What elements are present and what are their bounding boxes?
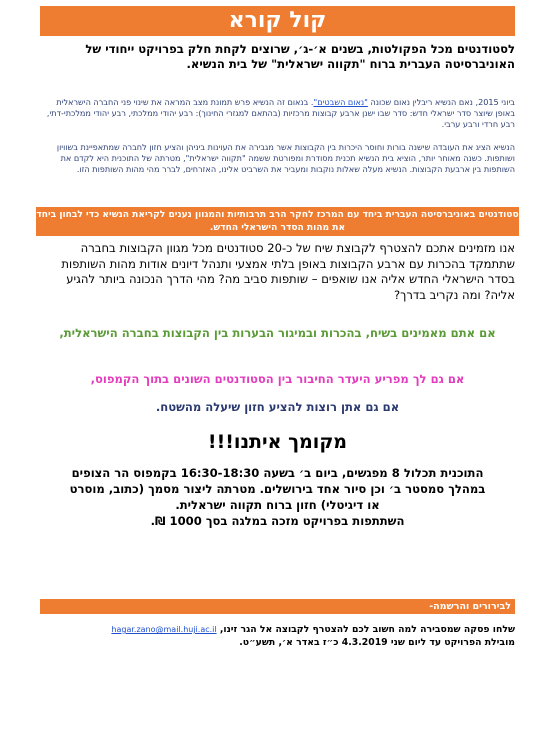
navy-callout: אם גם אתן רוצות להציע חזון שיעלה מהשטח. (155, 400, 400, 414)
title-bar (40, 6, 515, 36)
registration-label: לבירורים והרשמה- (429, 601, 511, 612)
program-line-4: השתתפות בפרויקט מזכה במלגה בסך 1000 ₪. (150, 514, 405, 528)
program-line-1: התוכנית תכלול 8 מפגשים, ביום ב׳ בשעה 16:30-18:30 בקמפוס הר הצופים (71, 466, 484, 480)
page-title: קול קורא (228, 8, 327, 33)
pink-callout: אם גם לך מפריע היעדר החיבור בין הסטודנטים השונים בתוך הקמפוס, (90, 372, 465, 386)
para1-before: ביוני 2015, נאם הנשיא ריבלין נאום שכונה (367, 97, 515, 107)
invitation-text: אנו מזמינים אתכם להצטרף לקבוצת שיח של כ-20 סטודנטים מכל מגוון הקבוצות בחברה שתתמקד בהכרות עם ארבע הקבוצות באופן בלתי אמצעי ותנהל דיונים אודות מהות השותפות בסדר הישראלי החדש אליה אנו שואפים – שותפות סביב מה? מהי הדרך הנכונה ביותר להגיע אליה? ומה נקריב בדרך? (61, 241, 515, 302)
intro-text: לסטודנטים מכל הפקולטות, בשנים א׳-ג׳, שרוצים לקחת חלק בפרויקט ייחודי של האוניברסיטה העברית ברוח "תקווה ישראלית" של בית הנשיא. (85, 42, 515, 71)
highlight-banner: סטודנטים באוניברסיטה העברית ביחד עם המרכז לחקר הרב תרבותיות והמגוון נענים לקריאת הנשיא כדי לבחון ביחד את מהות הסדר הישראלי החדש. (36, 207, 519, 236)
program-line-3: או דיגיטלי) חזון ברוח תקווה ישראלית. (175, 498, 380, 512)
background-paragraph (40, 97, 515, 130)
registration-bar (40, 599, 515, 614)
para1-after: . בנאום זה הנשיא פרש תמונת מצב המראה את שינוי פני החברה הישראלית באופן שיוצר סדר ישראלי חדש: סדר שבו ישנן ארבע קבוצות מרכזיות (בהתאם למגזרי החינוך): רבע יהודי ממלכתי, רבע יהודי ממלכתי-דתי, רבע חרדי ורבע ערבי. (46, 97, 515, 129)
registration-instructions: שלחו פסקה שמסבירה למה חשוב לכם להצטרף לקבוצה אל הגר זינו, (216, 624, 515, 635)
tribes-speech-link[interactable]: "נאום השבטים" (313, 97, 368, 107)
contact-email-link[interactable]: hagar.zano@mail.huji.ac.il (111, 625, 217, 634)
vision-paragraph: הנשיא הציג את העובדה שישנה בורות וחוסר היכרות בין הקבוצות אשר מגבירה את העוינות ביניהן והציע חזון לחברה שמתאפיינת בשוויון ושותפות. כשנה מאוחר יותר, הוציא בית הנשיא תכנית מסודרת ומפורטת ששמה "תקווה ישראלית", מטרתה של התוכנית היא לקדם את השותפות בין ארבעת הקבוצות. הנשיא מעלה שאלות נוקבות ומעביר את השרביט אלינו, האזרחים, לברר מהי מהות השותפות הזו. (56, 142, 515, 174)
program-details (40, 465, 515, 529)
registration-deadline: מובילת הפרויקט עד ליום שני 4.3.2019 כ״ז באדר א׳, תשע״ט. (239, 637, 515, 648)
green-callout: אם אתם מאמינים בשיח, בהכרות ובמיגור הבערות בין הקבוצות בחברה הישראלית, (59, 326, 496, 340)
registration-text (40, 623, 515, 649)
program-line-2: במהלך סמסטר ב׳ וכן סיור אחד בירושלים. מטרתה ליצור מסמך (כתוב, מוסרט (69, 482, 486, 496)
join-us-heading: מקומך איתנו!!! (207, 431, 348, 453)
